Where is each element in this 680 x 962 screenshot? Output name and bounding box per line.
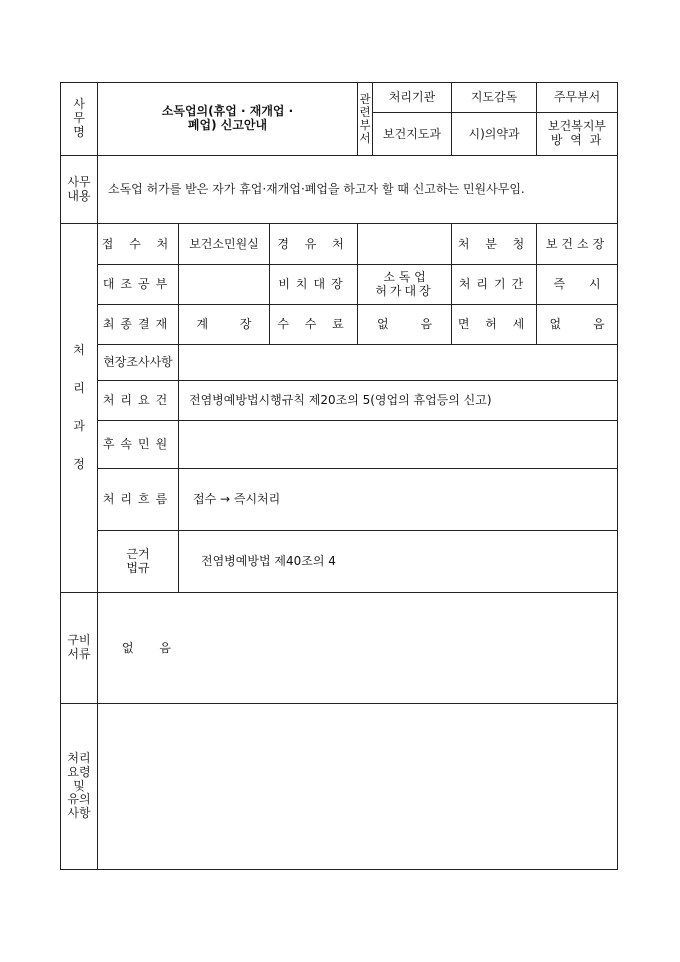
ledger-value [179, 265, 270, 305]
section-label-process: 처 리 과 정 [61, 224, 98, 593]
page-title: 소독업의(휴업 · 재개업 · 폐업) 신고안내 [98, 83, 358, 156]
section-label-notes: 처리 요령 및 유의 사항 [61, 704, 98, 870]
legal-basis-value: 전염병예방법 제40조의 4 [179, 531, 618, 593]
reception-label: 접 수 처 [98, 224, 179, 265]
fee-label: 수 수 료 [270, 305, 358, 345]
section-label-documents: 구비 서류 [61, 593, 98, 704]
kept-ledger-value: 소 독 업 허가대장 [358, 265, 452, 305]
section-label-legal-basis: 근거 법규 [98, 531, 179, 593]
period-label: 처리기간 [452, 265, 537, 305]
duty-content-text: 소독업 허가를 받은 자가 휴업·재개업·폐업을 하고자 할 때 신고하는 민원사무임. [98, 156, 618, 224]
main-dept-value: 보건복지부 방 역 과 [537, 113, 618, 156]
documents-value: 없 음 [98, 593, 618, 704]
col-main-dept: 주무부서 [537, 83, 618, 113]
disposition-label: 처 분 청 [452, 224, 537, 265]
kept-ledger-label: 비치대장 [270, 265, 358, 305]
field-survey-value [179, 345, 618, 381]
via-value [358, 224, 452, 265]
section-label-duty-name: 사 무 명 [61, 83, 98, 156]
supervision-value: 시)의약과 [452, 113, 537, 156]
col-processing-agency: 처리기관 [373, 83, 452, 113]
flow-value: 접수 → 즉시처리 [179, 469, 618, 531]
license-tax-label: 면 허 세 [452, 305, 537, 345]
flow-label: 처리흐름 [98, 469, 179, 531]
related-dept-label: 관 련 부 서 [358, 83, 373, 156]
field-survey-label: 현장조사사항 [98, 345, 179, 381]
ledger-label: 대조공부 [98, 265, 179, 305]
disposition-value: 보건소장 [537, 224, 618, 265]
requirements-value: 전염병예방법시행규칙 제20조의 5(영업의 휴업등의 신고) [179, 381, 618, 421]
guide-form-table [60, 82, 618, 870]
col-supervision: 지도감독 [452, 83, 537, 113]
license-tax-value: 없 음 [537, 305, 618, 345]
follow-up-value [179, 421, 618, 469]
section-label-duty-content: 사무 내용 [61, 156, 98, 224]
processing-agency-value: 보건지도과 [373, 113, 452, 156]
notes-value [98, 704, 618, 870]
final-approval-value: 계 장 [179, 305, 270, 345]
follow-up-label: 후속민원 [98, 421, 179, 469]
via-label: 경 유 처 [270, 224, 358, 265]
fee-value: 없 음 [358, 305, 452, 345]
reception-value: 보건소민원실 [179, 224, 270, 265]
period-value: 즉 시 [537, 265, 618, 305]
requirements-label: 처리요건 [98, 381, 179, 421]
final-approval-label: 최종결재 [98, 305, 179, 345]
